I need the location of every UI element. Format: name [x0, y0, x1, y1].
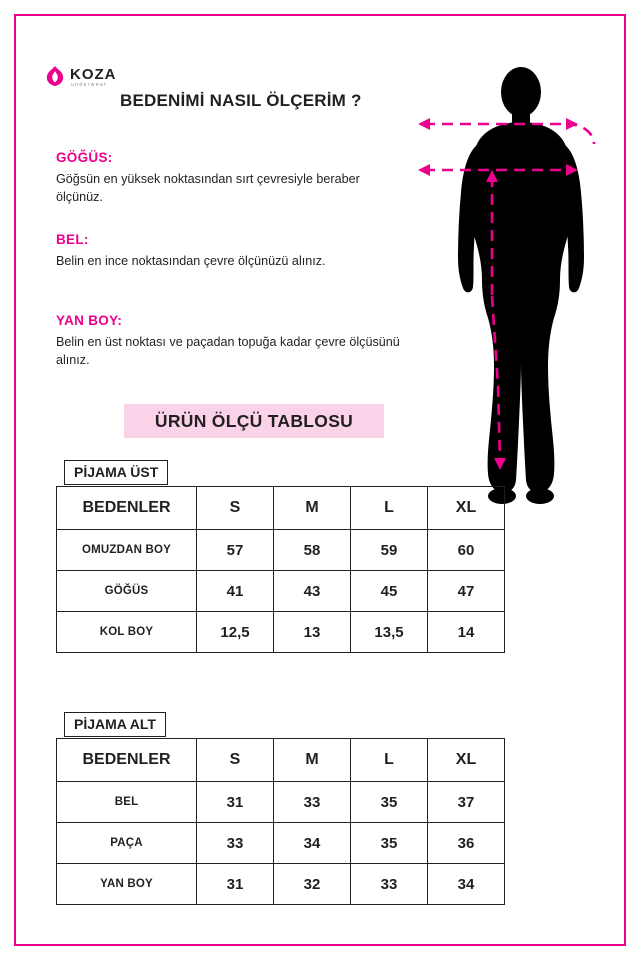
- koza-flower-logo-icon: [42, 64, 68, 90]
- size-table-bottom-grid: [56, 738, 505, 905]
- cell-value: 33: [197, 823, 274, 864]
- table-row: [57, 864, 505, 905]
- measure-block-waist-title: BEL:: [56, 232, 89, 247]
- size-table-bottom-label: PİJAMA ALT: [64, 712, 166, 737]
- cell-value: 60: [428, 530, 505, 571]
- cell-value: 31: [197, 782, 274, 823]
- row-header: GÖĞÜS: [57, 571, 197, 612]
- cell-value: 13: [274, 612, 351, 653]
- table-row: [57, 571, 505, 612]
- column-header-sizes: BEDENLER: [57, 739, 197, 782]
- cell-value: 14: [428, 612, 505, 653]
- cell-value: 34: [428, 864, 505, 905]
- page-border-frame: [14, 14, 626, 946]
- cell-value: 36: [428, 823, 505, 864]
- table-row: [57, 612, 505, 653]
- cell-value: 35: [351, 782, 428, 823]
- measure-block-waist: [56, 232, 401, 270]
- cell-value: 33: [274, 782, 351, 823]
- cell-value: 45: [351, 571, 428, 612]
- row-header: YAN BOY: [57, 864, 197, 905]
- column-header-l: L: [351, 487, 428, 530]
- cell-value: 57: [197, 530, 274, 571]
- column-header-m: M: [274, 487, 351, 530]
- column-header-m: M: [274, 739, 351, 782]
- column-header-xl: XL: [428, 739, 505, 782]
- brand-logo: [42, 62, 117, 110]
- measure-block-waist-text: Belin en ince noktasından çevre ölçünüzü alınız.: [56, 254, 326, 268]
- cell-value: 33: [351, 864, 428, 905]
- row-header: BEL: [57, 782, 197, 823]
- table-row: [57, 739, 505, 782]
- measure-block-chest-text: Göğsün en yüksek noktasından sırt çevresiyle beraber ölçünüz.: [56, 172, 360, 205]
- size-table-bottom: [56, 716, 504, 905]
- measure-block-chest-title: GÖĞÜS:: [56, 150, 113, 165]
- row-header: OMUZDAN BOY: [57, 530, 197, 571]
- size-table-top-grid: [56, 486, 505, 653]
- cell-value: 13,5: [351, 612, 428, 653]
- column-header-l: L: [351, 739, 428, 782]
- brand-name: KOZA: [70, 66, 117, 83]
- column-header-xl: XL: [428, 487, 505, 530]
- table-row: [57, 782, 505, 823]
- cell-value: 59: [351, 530, 428, 571]
- cell-value: 12,5: [197, 612, 274, 653]
- cell-value: 43: [274, 571, 351, 612]
- column-header-sizes: BEDENLER: [57, 487, 197, 530]
- cell-value: 41: [197, 571, 274, 612]
- table-row: [57, 530, 505, 571]
- size-table-top: [56, 464, 504, 653]
- cell-value: 31: [197, 864, 274, 905]
- cell-value: 47: [428, 571, 505, 612]
- cell-value: 37: [428, 782, 505, 823]
- product-size-table-banner: [124, 404, 384, 438]
- measure-block-side-length-title: YAN BOY:: [56, 313, 123, 328]
- column-header-s: S: [197, 739, 274, 782]
- size-table-top-label: PİJAMA ÜST: [64, 460, 168, 485]
- measure-block-chest: [56, 150, 401, 207]
- female-body-silhouette: [416, 66, 626, 516]
- measure-block-side-length-text: Belin en üst noktası ve paçadan topuğa kadar çevre ölçüsünü alınız.: [56, 335, 400, 368]
- column-header-s: S: [197, 487, 274, 530]
- cell-value: 58: [274, 530, 351, 571]
- page-title: BEDENİMİ NASIL ÖLÇERİM ?: [120, 91, 362, 110]
- cell-value: 35: [351, 823, 428, 864]
- brand-tagline: underwear: [71, 82, 108, 88]
- cell-value: 34: [274, 823, 351, 864]
- cell-value: 32: [274, 864, 351, 905]
- table-row: [57, 823, 505, 864]
- table-row: [57, 487, 505, 530]
- row-header: KOL BOY: [57, 612, 197, 653]
- measure-block-side-length: [56, 313, 401, 370]
- product-size-table-banner-label: ÜRÜN ÖLÇÜ TABLOSU: [154, 410, 354, 431]
- row-header: PAÇA: [57, 823, 197, 864]
